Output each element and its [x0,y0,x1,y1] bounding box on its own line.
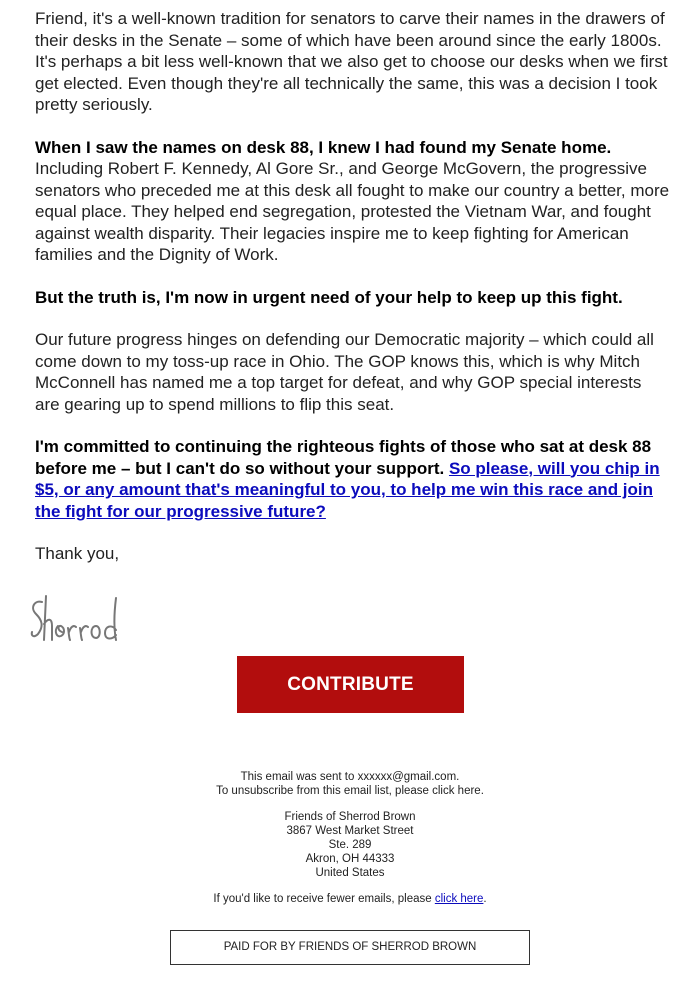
fewer-emails-prefix: If you'd like to receive fewer emails, please [213,893,435,905]
signature-image [28,590,128,650]
urgent-help-paragraph [35,287,670,309]
suite-address: Ste. 289 [328,839,372,851]
ask-bold-text: I'm committed to continuing the righteous fights of those who sat at desk 88 before me – but I can't do so without your support. [35,437,652,478]
sent-to-block [0,770,700,798]
unsubscribe-text[interactable]: To unsubscribe from this email list, please click here. [216,785,484,797]
majority-paragraph: Our future progress hinges on defending our Democratic majority – which could all come down to my toss-up race in Ohio. The GOP knows this, which is why Mitch McConnell has named me a top target for defeat, and why GOP special interests are gearing up to spend millions to flip this seat. [35,330,654,414]
street-address: 3867 West Market Street [286,825,414,837]
desk-88-bold-lead: When I saw the names on desk 88, I knew I had found my Senate home. [35,137,612,157]
sent-to-text: This email was sent to xxxxxx@gmail.com. [240,771,460,783]
fewer-emails-block [0,892,700,906]
email-footer [0,770,700,918]
email-body [35,8,670,586]
country-address: United States [315,867,385,879]
contribute-button-wrap [237,656,464,713]
urgent-help-bold: But the truth is, I'm now in urgent need of your help to keep up this fight. [35,287,623,307]
ask-paragraph [35,436,670,522]
paid-for-disclaimer: PAID FOR BY FRIENDS OF SHERROD BROWN [170,930,530,965]
city-address: Akron, OH 44333 [305,853,395,865]
fewer-emails-suffix: . [483,893,487,905]
contribute-button[interactable]: CONTRIBUTE [237,656,464,713]
org-name: Friends of Sherrod Brown [284,811,416,823]
closing-text: Thank you, [35,544,120,563]
fewer-emails-link[interactable]: click here [434,893,484,905]
address-block [0,810,700,880]
chip-in-link[interactable]: So please, will you chip in $5, or any amount that's meaningful to you, to help me win this race and join the fight for our progressive future? [35,458,660,521]
intro-paragraph: Friend, it's a well-known tradition for senators to carve their names in the drawers of their desks in the Senate – some of which have been around since the early 1800s. It's perhaps a bit less well-known that we also get to choose our desks when we first get elected. Even though they're all technically the same, this was a decision I took pretty seriously. [35,9,668,114]
desk-88-body-text: Including Robert F. Kennedy, Al Gore Sr., and George McGovern, the progressive senators who preceded me at this desk all fought to make our country a better, more equal place. They helped end segregation, protested the Vietnam War, and fought against wealth disparity. Their legacies inspire me to keep fighting for American families and the Dignity of Work. [35,159,670,264]
fewer-emails-text [0,892,700,906]
desk-88-paragraph [35,137,670,266]
